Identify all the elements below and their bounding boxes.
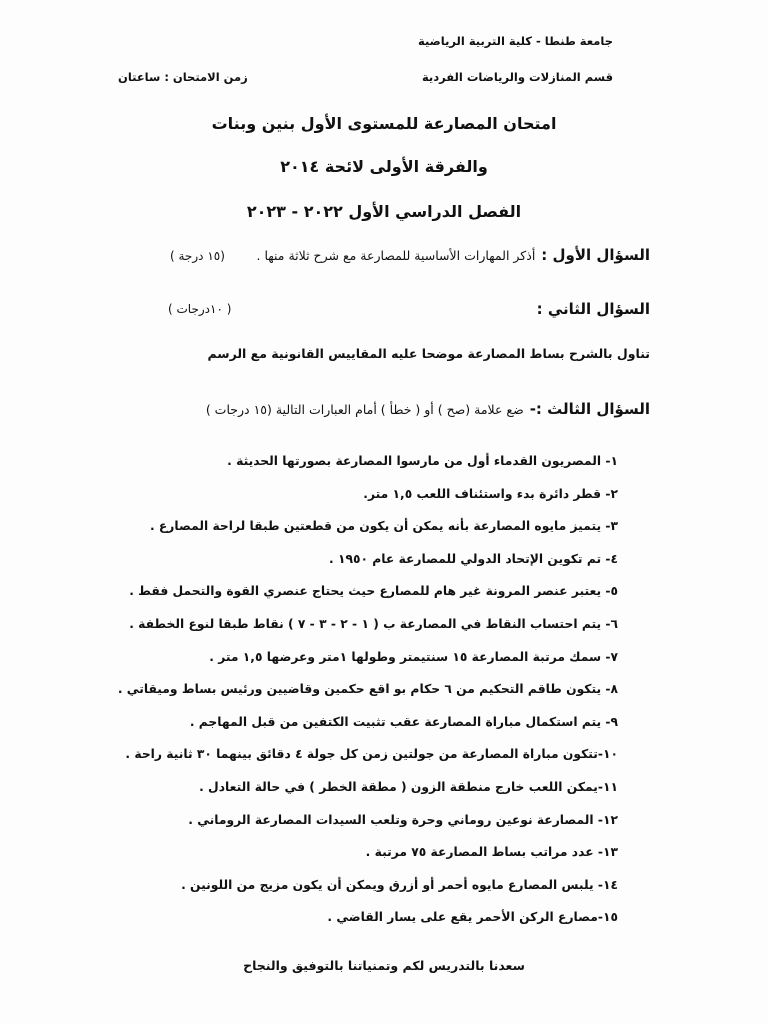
statements-list [18,445,618,934]
list-item: ٣- يتميز مايوه المصارعة بأنه يمكن أن يكون من قطعتين طبقا لراحة المصارع . [149,519,618,534]
list-item: ٦- يتم احتساب النقاط في المصارعة ب ( ١ - ٢ - ٣ - ٧ ) نقاط طبقا لنوع الخطفة . [129,616,618,631]
list-item: ٨- يتكون طاقم التحكيم من ٦ حكام بو اقع حكمين وقاضيين ورئيس بساط وميقاتي . [117,682,618,697]
question-1-text: أذكر المهارات الأساسية للمصارعة مع شرح ثلاثة منها . [256,248,536,263]
list-item: ١٥-مصارع الركن الأحمر يقع على يسار القاضي . [327,910,618,925]
list-item: ١١-يمكن اللعب خارج منطقة الزون ( مطقة الخطر ) في حالة التعادل . [199,779,618,794]
question-3-heading: السؤال الثالث :- [529,400,650,418]
question-2-heading: السؤال الثاني : [536,300,650,318]
list-item: ١٠-تتكون مباراة المصارعة من جولتين زمن كل جولة ٤ دقائق بينهما ٣٠ ثانية راحة . [125,747,618,762]
list-item: ١٤- يلبس المصارع مايوه أحمر أو أزرق ويمكن أن يكون مزيج من اللونين . [181,877,618,892]
exam-time: زمن الامتحان : ساعتان [118,70,248,84]
list-item: ٥- يعتبر عنصر المرونة غير هام للمصارع حيث يحتاج عنصري القوة والتحمل فقط . [129,584,618,599]
university-name: جامعة طنطا - كلية التربية الرياضية [417,34,613,48]
list-item: ٤- تم تكوين الإتحاد الدولي للمصارعة عام ١٩٥٠ . [329,551,618,566]
department-name: قسم المنازلات والرياضات الفردية [421,70,613,84]
question-3 [206,400,650,418]
question-1-marks: (١٥ درجة ) [170,249,225,263]
list-item: ١٢- المصارعة نوعين روماني وحرة وتلعب السيدات المصارعة الروماني . [188,812,618,827]
question-2-marks: ( ١٠درجات ) [168,302,232,316]
list-item: ٢- قطر دائرة بدء واستئناف اللعب ١,٥ متر. [363,486,618,501]
exam-subtitle: والفرقة الأولى لائحة ٢٠١٤ [280,157,488,176]
list-item: ١- المصريون القدماء أول من مارسوا المصارعة بصورتها الحديثة . [227,454,618,468]
closing-note: سعدنا بالتدريس لكم وتمنياتنا بالتوفيق والنجاح [243,958,525,973]
question-3-text: ضع علامة (صح ) أو ( خطأ ) أمام العبارات التالية (١٥ درجات ) [205,402,524,417]
list-item: ٧- سمك مرتبة المصارعة ١٥ سنتيمتر وطولها ١متر وعرضها ١,٥ متر . [209,649,618,664]
list-item: ١٣- عدد مراتب بساط المصارعة ٧٥ مرتبة . [365,845,618,860]
question-1-heading: السؤال الأول : [541,246,650,264]
list-item: ٩- يتم استكمال مباراة المصارعة عقب تثبيت الكتفين من قبل المهاجم . [189,714,618,729]
question-2-text: تناول بالشرح بساط المصارعة موضحا عليه المقاييس القانونية مع الرسم [207,346,650,361]
semester-title: الفصل الدراسي الأول ٢٠٢٢ - ٢٠٢٣ [246,202,522,221]
exam-title: امتحان المصارعة للمستوى الأول بنين وبنات [211,114,557,133]
question-1 [257,246,651,264]
